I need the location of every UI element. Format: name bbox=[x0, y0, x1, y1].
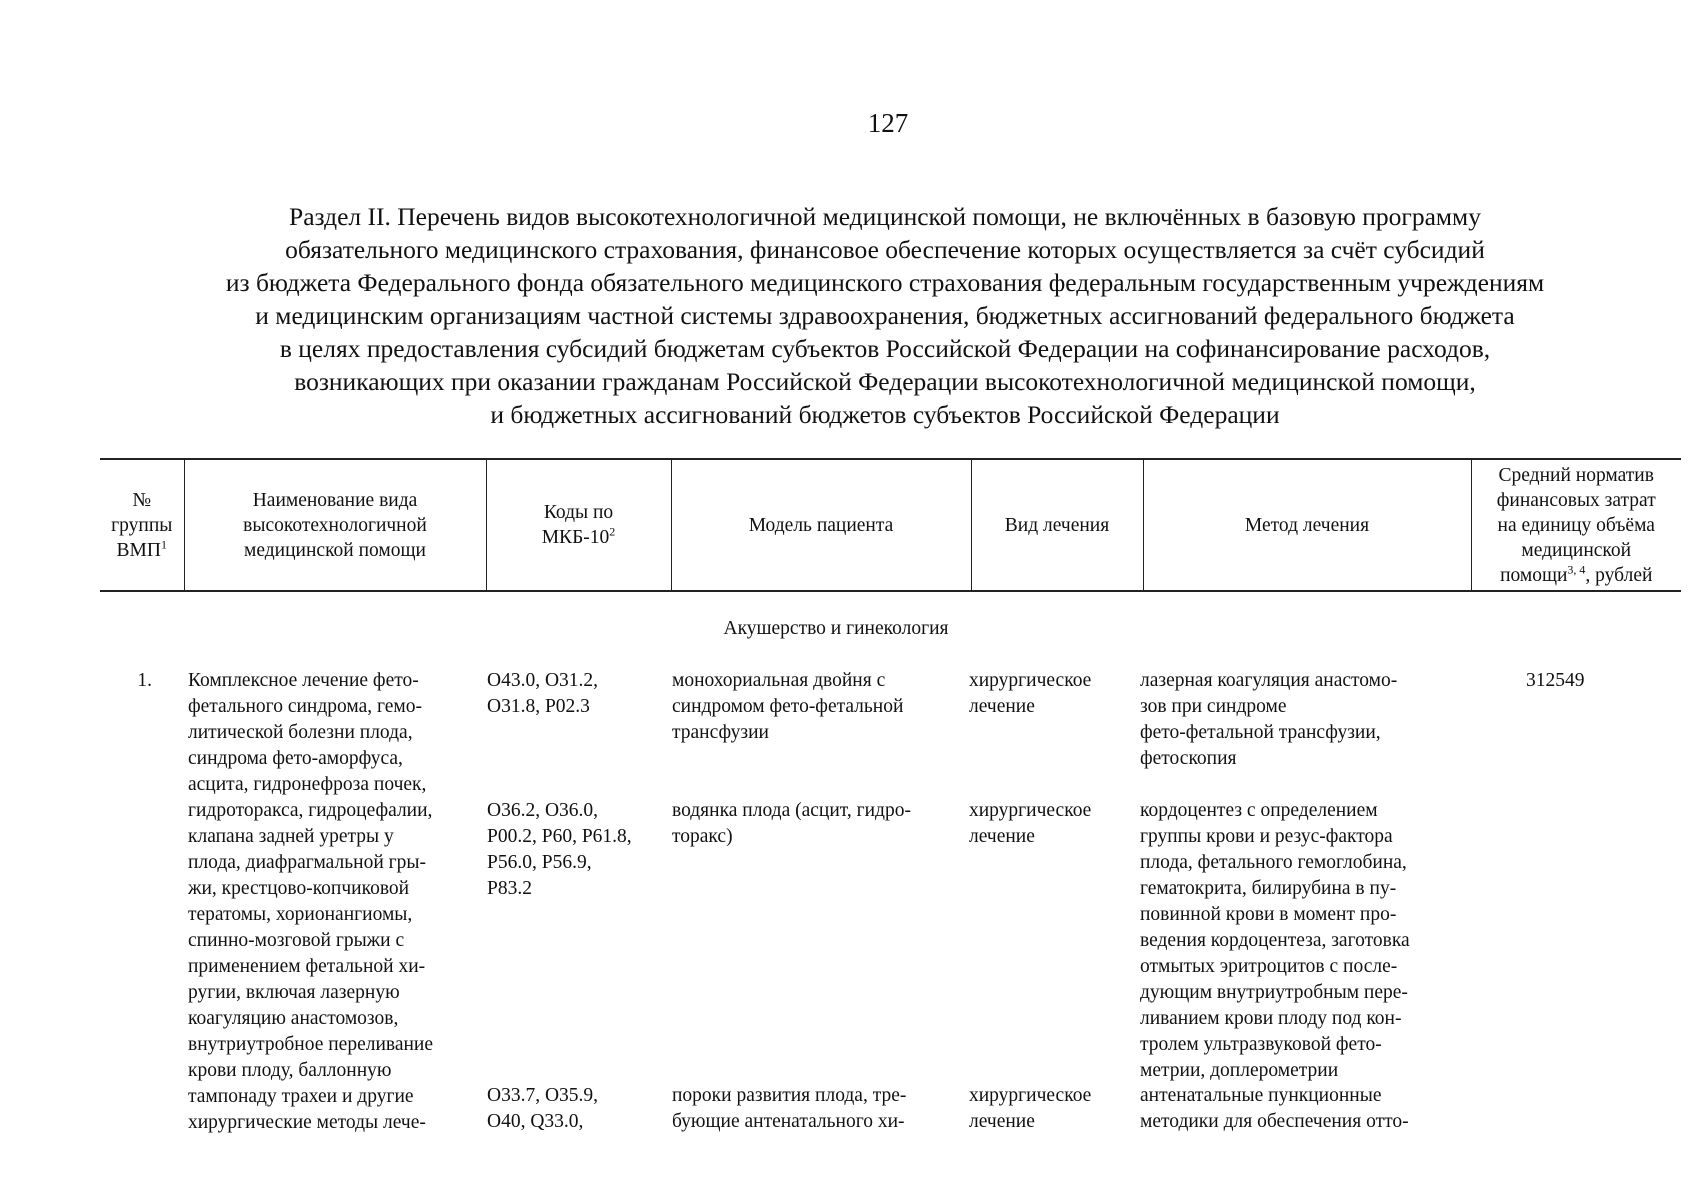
care-type-name-line: ругии, включая лазерную bbox=[188, 982, 400, 1003]
care-type-name-line: асцита, гидронефроза почек, bbox=[188, 774, 427, 795]
treatment-method-line: повинной крови в момент про- bbox=[1140, 904, 1397, 925]
treatment-type-line: хирургическое bbox=[969, 670, 1092, 691]
table-header bbox=[100, 458, 1681, 592]
treatment-method-line: гематокрита, билирубина в пу- bbox=[1140, 878, 1397, 899]
icd-codes bbox=[487, 798, 632, 902]
icd-codes-line: O36.2, O36.0, bbox=[487, 800, 599, 821]
title-line: из бюджета Федерального фонда обязательного медицинского страхования федеральным государственным учреждениям bbox=[225, 268, 1545, 297]
header-patient-model: Модель пациента bbox=[671, 459, 971, 591]
treatment-method-line: ведения кордоцентеза, заготовка bbox=[1140, 930, 1410, 951]
care-type-name-line: синдрома фето-аморфуса, bbox=[188, 748, 403, 769]
icd-codes-line: O40, Q33.0, bbox=[487, 1111, 584, 1132]
section-heading: Акушерство и гинекология bbox=[723, 618, 949, 639]
care-type-name-line: фетального синдрома, гемо- bbox=[188, 696, 422, 717]
icd-codes-line: P56.0, P56.9, bbox=[487, 852, 592, 873]
treatment-method-line: группы крови и резус-фактора bbox=[1140, 826, 1393, 847]
treatment-type-line: хирургическое bbox=[969, 1085, 1092, 1106]
icd-codes-line: O31.8, P02.3 bbox=[487, 696, 590, 717]
page-number: 127 bbox=[867, 108, 909, 138]
treatment-method bbox=[1140, 798, 1410, 1084]
treatment-type bbox=[969, 668, 1091, 720]
care-type-name-line: спинно-мозговой грыжи с bbox=[188, 930, 405, 951]
title-line: обязательного медицинского страхования, финансовое обеспечение которых осуществляется за счёт субсидий bbox=[285, 235, 1485, 264]
treatment-method-line: плода, фетального гемоглобина, bbox=[1140, 852, 1407, 873]
treatment-type-line: лечение bbox=[969, 1111, 1035, 1132]
icd-codes-line: O43.0, O31.2, bbox=[487, 670, 599, 691]
header-treatment-type: Вид лечения bbox=[971, 459, 1143, 591]
treatment-method-line: метрии, доплерометрии bbox=[1140, 1060, 1339, 1081]
patient-model-line: трансфузии bbox=[672, 722, 769, 743]
care-type-name-line: тампонаду трахеи и другие bbox=[188, 1086, 414, 1107]
care-type-name-line: коагуляцию анастомозов, bbox=[188, 1008, 399, 1029]
treatment-method-line: лазерная коагуляция анастомо- bbox=[1140, 670, 1398, 691]
care-type-name bbox=[188, 668, 433, 1136]
patient-model-line: монохориальная двойня с bbox=[672, 670, 886, 691]
patient-model-line: пороки развития плода, тре- bbox=[672, 1085, 907, 1106]
treatment-method bbox=[1140, 1083, 1409, 1135]
treatment-method-line: отмытых эритроцитов с после- bbox=[1140, 956, 1398, 977]
care-type-name-line: плода, диафрагмальной гры- bbox=[188, 852, 426, 873]
treatment-method-line: зов при синдроме bbox=[1140, 696, 1287, 717]
title-line: возникающих при оказании гражданам Российской Федерации высокотехнологичной медицинской помощи, bbox=[294, 367, 1476, 396]
care-type-name-line: жи, крестцово-копчиковой bbox=[188, 878, 410, 899]
title-line: и медицинским организациям частной системы здравоохранения, бюджетных ассигнований федерального бюджета bbox=[255, 301, 1515, 330]
patient-model-line: бующие антенатального хи- bbox=[672, 1111, 905, 1132]
patient-model-line: синдромом фето-фетальной bbox=[672, 696, 904, 717]
row-number: 1. bbox=[137, 670, 152, 691]
treatment-type-line: лечение bbox=[969, 696, 1035, 717]
header-care-type-name: Наименование вида высокотехнологичной медицинской помощи bbox=[184, 459, 486, 591]
treatment-method-line: фетоскопия bbox=[1140, 748, 1237, 769]
patient-model-line: торакс) bbox=[672, 826, 733, 847]
treatment-method-line: антенатальные пункционные bbox=[1140, 1085, 1382, 1106]
header-group-number: № группы ВМП$^1$ bbox=[100, 459, 184, 591]
treatment-method-line: тролем ультразвуковой фето- bbox=[1140, 1034, 1382, 1055]
treatment-method-line: дующим внутриутробным пере- bbox=[1140, 982, 1408, 1003]
icd-codes bbox=[487, 668, 598, 720]
patient-model bbox=[672, 1083, 906, 1135]
treatment-method-line: ливанием крови плоду под кон- bbox=[1140, 1008, 1402, 1029]
care-type-name-line: клапана задней уретры у bbox=[188, 826, 394, 847]
average-cost: 312549 bbox=[1526, 670, 1585, 691]
care-type-name-line: крови плоду, баллонную bbox=[188, 1060, 392, 1081]
treatment-method-line: методики для обеспечения отто- bbox=[1140, 1111, 1409, 1132]
icd-codes-line: O33.7, O35.9, bbox=[487, 1085, 599, 1106]
care-type-name-line: гидроторакса, гидроцефалии, bbox=[188, 800, 433, 821]
treatment-method-line: фето-фетальной трансфузии, bbox=[1140, 722, 1381, 743]
title-line: Раздел II. Перечень видов высокотехнологичной медицинской помощи, не включённых в базовую программу bbox=[289, 202, 1481, 231]
title-line: в целях предоставления субсидий бюджетам субъектов Российской Федерации на софинансирование расходов, bbox=[279, 334, 1491, 363]
title-line: и бюджетных ассигнований бюджетов субъектов Российской Федерации bbox=[490, 400, 1280, 429]
care-type-name-line: применением фетальной хи- bbox=[188, 956, 426, 977]
care-type-name-line: литической болезни плода, bbox=[188, 722, 413, 743]
header-icd-codes: Коды по МКБ-$10^2$ bbox=[486, 459, 671, 591]
document-title bbox=[100, 200, 1670, 431]
icd-codes-line: P83.2 bbox=[487, 878, 532, 899]
care-type-name-line: внутриутробное переливание bbox=[188, 1034, 434, 1055]
header-treatment-method: Метод лечения bbox=[1143, 459, 1471, 591]
patient-model bbox=[672, 668, 903, 746]
icd-codes-line: P00.2, P60, P61.8, bbox=[487, 826, 632, 847]
treatment-type bbox=[969, 1083, 1091, 1135]
treatment-type-line: лечение bbox=[969, 826, 1035, 847]
header-average-cost: Средний норматив финансовых затрат на единицу объёма медицинской помощи$^{3, 4}$, рублей bbox=[1471, 459, 1681, 591]
treatment-type bbox=[969, 798, 1091, 850]
treatment-method-line: кордоцентез с определением bbox=[1140, 800, 1378, 821]
treatment-method bbox=[1140, 668, 1397, 772]
patient-model-line: водянка плода (асцит, гидро- bbox=[672, 800, 911, 821]
patient-model bbox=[672, 798, 911, 850]
icd-codes bbox=[487, 1083, 598, 1135]
care-type-name-line: хирургические методы лече- bbox=[188, 1112, 426, 1133]
care-type-name-line: Комплексное лечение фето- bbox=[188, 670, 419, 691]
care-type-name-line: тератомы, хорионангиомы, bbox=[188, 904, 413, 925]
treatment-type-line: хирургическое bbox=[969, 800, 1092, 821]
